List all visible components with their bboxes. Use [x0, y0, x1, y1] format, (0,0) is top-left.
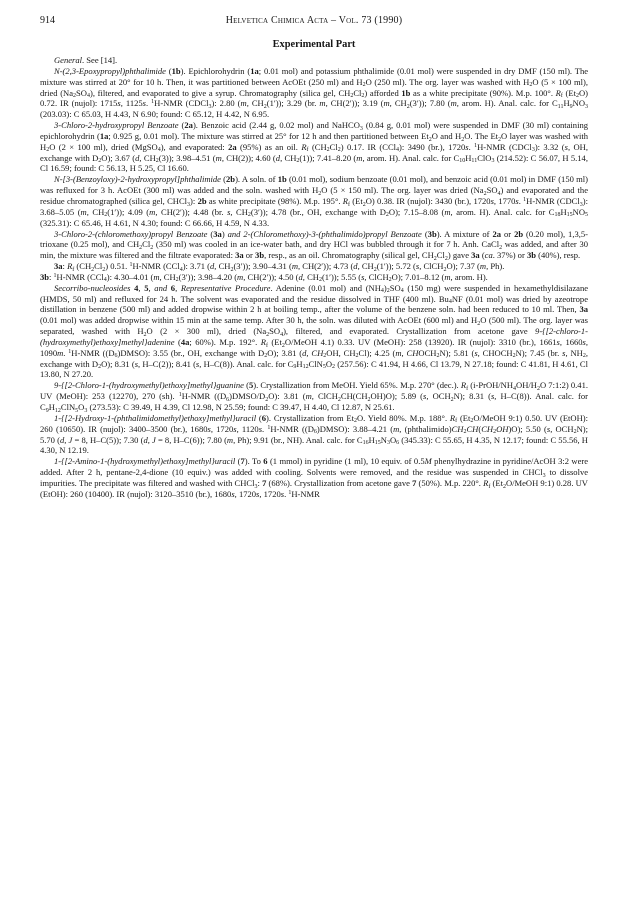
subscript: 2	[102, 266, 106, 273]
italic-run: s	[556, 336, 560, 347]
italic-run: s	[207, 423, 211, 434]
subscript: 4	[497, 190, 501, 197]
italic-run: s	[233, 423, 237, 434]
italic-run: CH	[311, 347, 324, 358]
italic-run: d	[353, 261, 358, 272]
subscript: 3	[579, 201, 583, 208]
subscript: 3	[187, 201, 191, 208]
bold-run: 1a	[99, 130, 109, 141]
italic-run: m	[215, 152, 222, 163]
subscript: 2	[332, 364, 335, 371]
italic-run: m	[226, 434, 234, 445]
superscript: 1	[474, 142, 478, 149]
italic-run: R	[301, 141, 307, 152]
bold-run: 6	[263, 456, 268, 467]
italic-run: s	[134, 358, 139, 369]
experimental-body	[40, 55, 588, 500]
italic-run: m	[240, 98, 247, 109]
subscript: 2	[46, 147, 50, 154]
subscript: f	[72, 266, 75, 273]
bold-run: 3b	[255, 250, 265, 261]
subscript: 4	[157, 147, 161, 154]
italic-run: R	[67, 261, 73, 272]
subscript: 2	[266, 331, 270, 338]
bold-run: 7	[412, 477, 417, 488]
italic-run: R	[483, 477, 489, 488]
subscript: 2	[296, 158, 300, 165]
italic-run: s	[117, 98, 121, 109]
subscript: 2	[337, 396, 341, 403]
bold-run: 5	[144, 282, 149, 293]
section-heading: Experimental Part	[272, 39, 356, 50]
subscript: 2	[263, 103, 267, 110]
subscript: f	[455, 418, 458, 425]
italic-run: m	[393, 423, 400, 434]
italic-run: m	[149, 206, 156, 217]
bold-run: 7	[262, 477, 267, 488]
bold-run: 3b	[40, 271, 50, 282]
bold-run: 3a	[579, 304, 588, 315]
subscript: 12	[54, 407, 61, 414]
superscript: 1	[68, 348, 72, 355]
subscript: 2	[536, 385, 540, 392]
paragraph-representative-procedure: Secorribo-nucleosides 4, 5, and 6, Representative Procedure. Adenine (0.01 mol) and $(NH_4)_2SO_4$ (150 mg) were suspended in hexamethyldisilazane (HMDS, 50 ml) and refluxed for 24 h. The solvent was evaporated and the residue dissolved in THF (400 ml). $Bu_4NF$ (0.01 mol) was dried by azeotrope distillation in benzene (500 ml) and added dropwise within 2 h at boiling temp., after the volume of the benzene soln. had been reduced to 10 ml. Then, 3a (0.01 mol) was added dropwise within 15 min at the same temp. After 30 h, the soln. was diluted with AcOEt (600 ml) and $H_2O$ (500 ml). The org. layer was separated, washed with $H_2O$ (2 × 300 ml), dried $(Na_2SO_4)$, filtered, and evaporated. Crystallization from acetone gave 9-{[2-chloro-1-(hydroxymethyl)ethoxy]methyl}adenine (4a; 60%). M.p. 192°. $R_f$ ($Et_2O$/MeOH 4.1) 0.33. UV (MeOH): 258 (13920). IR (nujol): 3310 (br.), 1661s, 1660s, 1090m. $^1$H-NMR $((D_6)DMSO)$: 3.55 (br., OH, exchange with $D_2O$); 3.81 (d, $CH_2OH$, $CH_2Cl$); 4.25 (m, $CHOCH_2N$); 5.81 (s, $CHOCH_2N$); 7.45 (br. s, $NH_2$, exchange with $D_2O$); 8.31 (s, H–C(2)); 8.41 (s, H–C(8)). Anal. calc. for $C_9H_{12}ClN_5O_2$ (257.56): C 41.94, H 4.66, Cl 13.79, N 27.18; found: C 41.81, H 4.61, Cl 13.80, N 27.20.	[40, 282, 589, 380]
bold-run: 2a	[492, 228, 502, 239]
italic-run: s	[142, 98, 146, 109]
subscript: 3	[542, 472, 546, 479]
subscript: 2	[175, 277, 179, 284]
subscript: f	[348, 201, 351, 208]
subscript: f	[265, 342, 268, 349]
subscript: 3	[531, 147, 535, 154]
italic-run: s	[474, 347, 478, 358]
bold-run: 3a	[213, 228, 222, 239]
italic-run: m	[395, 347, 402, 358]
superscript: 1	[53, 272, 57, 279]
subscript: f	[466, 385, 469, 392]
subscript: 6	[313, 429, 317, 436]
bold-run: 2b	[197, 195, 207, 206]
italic-run: CH	[481, 423, 494, 434]
italic-run: R	[555, 87, 561, 98]
journal-title: Helvetica Chimica Acta – Vol. 73 (1990)	[225, 15, 403, 26]
italic-run: 1-{[2-Hydroxy-1-(phthalimidomethyl)ethoxy]methyl}uracil	[54, 412, 257, 423]
italic-run: 1-{[2-Amino-1-(hydroxymethyl)ethoxy]methyl}uracil	[54, 456, 236, 467]
italic-run: d	[275, 152, 281, 163]
subscript: 2	[318, 277, 322, 284]
italic-run: 9-{[2-Chloro-1-(hydroxymethyl)ethoxy]methyl}guanine	[54, 380, 244, 391]
italic-run: s	[195, 358, 200, 369]
italic-run: CH	[451, 423, 464, 434]
italic-run: m	[237, 271, 244, 282]
italic-run: s	[465, 141, 469, 152]
italic-run: s	[562, 347, 566, 358]
page-number: 914	[40, 15, 55, 26]
subscript: 2	[362, 201, 366, 208]
bold-run: 3a	[471, 250, 480, 261]
subscript: 2	[373, 266, 377, 273]
italic-run: m	[450, 98, 457, 109]
subscript: 2	[502, 483, 506, 490]
paragraph-compound-6: 1-{[2-Hydroxy-1-(phthalimidomethyl)ethoxy]methyl}uracil (6). Crystallization from $Et_2O$. Yield 80%. M.p. 188°. $R_f$ ($Et_2O$/MeOH 9:1) 0.50. UV (EtOH): 260 (10650). IR (nujol): 3400–3500 (br.), 1680s, 1720s, 1120s. $^1$H-NMR $((D_6)DMSO)$: 3.88–4.21 (m, $(phthalimido)CH_2CH(CH_2OH)O$); 5.50 (s, $OCH_2N$); 5.70 (d, J = 8, H–C(5)); 7.30 (d, J = 8, H–C(6)); 7.80 (m, Ph); 9.91 (br., NH). Anal. calc. for $C_{16}H_{15}N_3O_6$ (345.33): C 55.65, H 4.35, N 12.17; found: C 55.56, H 4.30, N 12.19.	[40, 412, 588, 456]
italic-run: s	[280, 488, 285, 499]
subscript: 2	[264, 353, 268, 360]
subscript: 2	[265, 396, 269, 403]
bold-run: 1a	[250, 65, 259, 76]
italic-run: m	[444, 271, 451, 282]
subscript: 2	[73, 93, 77, 100]
subscript: 2	[323, 353, 327, 360]
subscript: 16	[362, 440, 369, 447]
subscript: 2	[361, 93, 365, 100]
subscript: 2	[443, 266, 447, 273]
bold-run: 2b	[514, 228, 524, 239]
subscript: 11	[471, 158, 478, 165]
subscript: 5	[322, 364, 326, 371]
subscript: 9	[293, 364, 297, 371]
bold-run: 1b	[401, 87, 411, 98]
italic-run: s	[546, 423, 551, 434]
superscript: 1	[288, 489, 292, 496]
subscript: 2	[461, 136, 465, 143]
subscript: 2	[463, 429, 467, 436]
subscript: 2	[326, 147, 330, 154]
italic-run: d	[210, 261, 215, 272]
subscript: 2	[573, 429, 577, 436]
subscript: 2	[155, 158, 159, 165]
subscript: 10	[459, 158, 466, 165]
subscript: 2	[498, 136, 502, 143]
italic-run: m	[383, 98, 390, 109]
subscript: 2	[143, 331, 147, 338]
subscript: 15	[374, 440, 381, 447]
paragraph-compound-2b: N-[3-(Benzoyloxy)-2-hydroxypropyl]phthalimide (2b). A soln. of 1b (0.01 mol), sodium benzoate (0.01 mol), and benzoic acid (0.01 mol) in DMF (150 ml) was refluxed for 3 h. AcOEt (300 ml) was added and the soln. washed with $H_2O$ (5 × 150 ml). The org. layer was dried $(Na_2SO_4)$ and evaporated and the residue chromatographed (silica gel, CHCl$_3$): 2b as white precipitate (98%). M.p. 195°. $R_f$ $(Et_2O)$ 0.38. IR (nujol): 3430 (br.), 1720s, 1770s. $^1$H-NMR (CDCl$_3$): 3.68–5.05 (m, $CH_2(1')$); 4.09 (m, CH(2′)); 4.48 (br. s, $CH_2(3')$); 4.78 (br., OH, exchange with $D_2O$); 7.15–8.08 (m, arom. H). Anal. calc. for $C_{18}H_{15}NO_5$ (325.31): C 65.46, H 4.61, N 4.30; found: C 66.66, H 4.59, N 4.33.	[40, 174, 588, 228]
italic-run: R	[449, 412, 456, 423]
subscript: 2	[337, 147, 341, 154]
subscript: 3	[359, 125, 363, 132]
subscript: 4	[179, 266, 183, 273]
italic-run: m	[80, 206, 87, 217]
italic-run: m	[57, 347, 64, 358]
italic-run: s	[582, 336, 586, 347]
italic-run: m	[153, 271, 160, 282]
paragraph-general: General. See [14].	[54, 55, 118, 65]
italic-run: CH	[406, 347, 419, 358]
subscript: 6	[226, 396, 230, 403]
subscript: 3	[254, 483, 258, 490]
italic-run: d	[298, 271, 303, 282]
bold-run: 2a	[184, 120, 193, 131]
italic-run: and	[154, 282, 168, 293]
bold-run: 2a	[228, 141, 237, 152]
subscript: 2	[150, 244, 154, 251]
subscript: 2	[493, 429, 497, 436]
subscript: 3	[585, 103, 588, 110]
italic-run: 3-Chloro-2-(chloromethoxy)propyl Benzoate	[54, 228, 208, 239]
italic-run: N-(2,3-Epoxypropyl)phthalimide	[54, 65, 166, 76]
superscript: 1	[178, 391, 182, 398]
subscript: 4	[380, 288, 384, 295]
bold-run: 7	[240, 456, 245, 467]
journal-page	[40, 14, 588, 500]
italic-run: m	[444, 206, 451, 217]
subscript: 2	[230, 266, 234, 273]
italic-run: 3-Chloro-2-hydroxypropyl Benzoate	[54, 120, 179, 131]
subscript: 3	[386, 440, 390, 447]
subscript: f	[488, 483, 491, 490]
bold-run: 5	[248, 380, 254, 391]
subscript: 6	[114, 353, 118, 360]
subscript: 4	[280, 331, 284, 338]
subscript: 2	[281, 342, 285, 349]
italic-run: m	[319, 98, 326, 109]
bold-run: 3a	[54, 261, 63, 272]
subscript: 2	[450, 396, 454, 403]
italic-run: and 2-(Chloromethoxy)-3-(phthalimido)propyl Benzoate	[227, 228, 422, 239]
italic-run: s	[258, 423, 263, 434]
italic-run: M	[424, 456, 432, 467]
subscript: 2	[406, 103, 410, 110]
paragraph-compound-5: 9-{[2-Chloro-1-(hydroxymethyl)ethoxy]methyl}guanine (5). Crystallization from MeOH. Yield 65%. M.p. 270° (dec.). $R_f$ ($i-PrOH/NH_4OH/H_2O$ 7:1:2) 0.41. UV (MeOH): 253 (12270), 270 (sh). $^1$H-NMR $((D_6)DMSO/D_2O)$: 3.81 (m, $ClCH_2CH(CH_2OH)O$); 5.89 (s, $OCH_2N$); 8.31 (s, H–C(8)). Anal. calc. for $C_9H_{12}ClN_5O_3$ (273.53): C 39.49, H 4.39, Cl 12.98, N 25.59; found: C 39.47, H 4.40, Cl 12.87, N 25.61.	[40, 380, 588, 414]
subscript: 9	[45, 407, 49, 414]
paragraph-compound-7: 1-{[2-Amino-1-(hydroxymethyl)ethoxy]methyl}uracil (7). To 6 (1 mmol) in pyridine (1 ml), 10 equiv. of 0.5M phenylhydrazine in pyridine/AcOH 3:2 were added. After 2 h, pentane-2,4-dione (10 equiv.) was added with cooling. Solvents were removed, and the residue was suspended in CHCl$_3$ to dissolve impurities. The precipitate was filtered and washed with CHCl$_3$: 7 (68%). Crystallization from acetone gave 7 (50%). M.p. 220°. $R_f$ ($Et_2O$/MeOH 9:1) 0.28. UV (EtOH): 260 (10400). IR (nujol): 3120–3510 (br.), 1680s, 1720s, 1720s. $^1$H-NMR	[40, 456, 589, 499]
subscript: 2	[104, 212, 108, 219]
subscript: 2	[355, 353, 359, 360]
italic-run: m	[479, 261, 487, 272]
bold-run: 4a	[180, 336, 190, 347]
subscript: 3	[208, 103, 212, 110]
subscript: 2	[499, 244, 503, 251]
bold-run: 2b	[226, 174, 236, 185]
subscript: f	[306, 147, 309, 154]
subscript: 2	[470, 418, 474, 425]
italic-run: s	[227, 206, 231, 217]
italic-run: Representative Procedure	[180, 282, 271, 293]
italic-run: s	[415, 261, 420, 272]
subscript: 15	[566, 212, 573, 219]
subscript: 6	[396, 440, 400, 447]
superscript: 1	[129, 261, 133, 268]
subscript: 2	[433, 255, 437, 262]
subscript: 3	[491, 158, 495, 165]
subscript: 2	[386, 288, 390, 295]
subscript: 5	[585, 212, 588, 219]
subscript: 2	[436, 353, 440, 360]
italic-run: m	[305, 391, 312, 402]
subscript: 3	[84, 407, 88, 414]
subscript: 2	[98, 158, 102, 165]
italic-run: s	[256, 488, 260, 499]
subscript: 2	[483, 190, 487, 197]
italic-run: s	[564, 141, 568, 152]
subscript: 2	[350, 93, 354, 100]
italic-run: 9-{[2-chloro-1-(hydroxymethyl)ethoxy]methyl}adenine	[40, 326, 588, 347]
subscript: 2	[354, 418, 357, 425]
subscript: 2	[139, 244, 143, 251]
italic-run: CH	[466, 423, 479, 434]
subscript: 4	[448, 299, 452, 306]
italic-run: d	[135, 152, 140, 163]
italic-run: d	[59, 434, 65, 445]
paragraph-compounds-3a-3b: 3-Chloro-2-(chloromethoxy)propyl Benzoate (3a) and 2-(Chloromethoxy)-3-(phthalimido)propyl Benzoate (3b). A mixture of 2a or 2b (0.20 mol), 1,3,5-trioxane (0.25 mol), and $CH_2Cl_2$ (350 ml) was cooled in an ice-water bath, and dry HCl was bubbled through it for 7 h. Anh. CaCl$_2$ was added, and after 30 min, the mixture was filtered and the filtrate evaporated: 3a or 3b, resp., as an oil. Chromatography (silical gel, $CH_2Cl_2$) gave 3a (ca. 37%) or 3b (40%), resp.	[40, 228, 588, 262]
bold-run: 1b	[277, 174, 287, 185]
paragraph-data-3b: 3b: $^1$H-NMR (CCl$_4$): 4.30–4.01 (m, $CH_2(3')$); 3.98–4.20 (m, CH(2′)); 4.50 (d, $CH_2(1')$); 5.55 (s, ClCH$_2$O); 7.01–8.12 (m, arom. H).	[40, 271, 488, 284]
italic-run: J	[68, 434, 73, 445]
bold-run: 3b	[526, 250, 536, 261]
italic-run: s	[490, 391, 495, 402]
bold-run: 4	[134, 282, 139, 293]
italic-run: ca	[484, 250, 493, 261]
subscript: 2	[367, 396, 371, 403]
subscript: 2	[385, 212, 389, 219]
subscript: 4	[513, 385, 517, 392]
bold-run: 3b	[427, 228, 437, 239]
subscript: 4	[103, 277, 107, 284]
bold-run: 6	[170, 282, 176, 293]
italic-run: s	[231, 488, 235, 499]
italic-run: d	[302, 347, 307, 358]
subscript: 2	[91, 266, 95, 273]
paragraph-compound-2a: 3-Chloro-2-hydroxypropyl Benzoate (2a). Benzoic acid (2.44 g, 0.02 mol) and NaHCO$_3$ (0.84 g, 0.01 mol) were suspended in DMF (30 ml) containing epichlorohydrin (1a; 0.925 g, 0.01 mol). The mixture was stirred at 25° for 12 h and then partitioned between $Et_2O$ and $H_2O$. The $Et_2O$ layer was washed with $H_2O$ (2 × 100 ml), dried (MgSO$_4$), and evaporated: 2a (95%) as an oil. $R_f$ $(CH_2Cl_2)$ 0.17. IR (CCl$_4$): 3490 (br.), 1720s. $^1$H-NMR (CDCl$_3$): 3.32 (s, OH, exchange with $D_2O$); 3.67 (d, $CH_2(3)$); 3.98–4.51 (m, CH(2)); 4.60 (d, $CH_2(1)$); 7.41–8.20 (m, arom. H). Anal. calc. for $C_{10}H_{11}ClO_3$ (214.52): C 56.07, H 5.14, Cl 16.59; found: C 56.13, H 5.25, Cl 16.60.	[40, 120, 589, 174]
paragraph-compound-1b: N-(2,3-Epoxypropyl)phthalimide (1b). Epichlorohydrin (1a; 0.01 mol) and potassium phthalimide (0.01 mol) were suspended in dry DMF (150 ml). The mixture was stirred at 20° for 10 h. Then, it was partitioned between AcOEt (250 ml) and $H_2O$ (250 ml). The org. layer was washed with $H_2O$ (5 × 100 ml), dried $(Na_2SO_4)$, filtered, and evaporated to give a syrup. Chromatography (silica gel, $CH_2Cl_2$) afforded 1b as a white precipitate (90%). M.p. 100°. $R_f$ $(Et_2O)$ 0.72. IR (nujol): 1715s, 1125s. $^1$H-NMR (CDCl$_3$): 2.80 (m, $CH_2(1')$); 3.29 (br. m, CH(2′)); 3.19 (m, $CH_2(3')$); 7.80 (m, arom. H). Anal. calc. for $C_{11}H_9NO_3$ (203.03): C 65.03, H 4.43, N 6.90; found: C 65.12, H 4.42, N 6.95.	[40, 65, 589, 120]
superscript: 1	[151, 99, 155, 106]
italic-run: d	[143, 434, 148, 445]
subscript: 12	[302, 364, 309, 371]
running-head	[40, 14, 588, 28]
italic-run: J	[152, 434, 156, 445]
subscript: 11	[557, 103, 564, 110]
bold-run: 6	[261, 412, 267, 423]
italic-run: s	[423, 391, 427, 402]
subscript: 18	[554, 212, 561, 219]
subscript: f	[560, 93, 563, 100]
subscript: 2	[529, 82, 533, 89]
subscript: 2	[512, 353, 516, 360]
italic-run: Secorribo-nucleosides	[54, 282, 131, 293]
subscript: 4	[86, 93, 90, 100]
superscript: 1	[267, 424, 271, 431]
italic-run: General	[54, 55, 83, 65]
bold-run: 3a	[235, 250, 244, 261]
italic-run: s	[515, 195, 519, 206]
italic-run: R	[342, 195, 349, 206]
italic-run: s	[361, 271, 365, 282]
subscript: 2	[582, 353, 586, 360]
italic-run: m	[291, 261, 299, 272]
subscript: 4	[396, 147, 400, 154]
superscript: 1	[523, 196, 527, 203]
italic-run: R	[460, 380, 467, 391]
subscript: 2	[575, 93, 579, 100]
subscript: 5	[75, 407, 79, 414]
subscript: 2	[477, 320, 481, 327]
paragraph-data-3a: 3a: $R_f$ $(CH_2Cl_2)$ 0.51. $^1$H-NMR (CCl$_4$): 3.71 (d, $CH_2(3')$); 3.90–4.31 (m, CH(2′)); 4.73 (d, $CH_2(1')$); 5.72 (s, ClCH$_2$O); 7.37 (m, Ph).	[54, 261, 505, 273]
subscript: 9	[569, 103, 573, 110]
subscript: 2	[428, 136, 432, 143]
subscript: 2	[388, 277, 392, 284]
italic-run: s	[490, 195, 494, 206]
italic-run: OH	[496, 423, 509, 434]
subscript: 4	[400, 288, 404, 295]
bold-run: 1b	[171, 65, 181, 76]
subscript: 2	[318, 190, 322, 197]
italic-run: m	[356, 152, 363, 163]
italic-run: N-[3-(Benzoyloxy)-2-hydroxypropyl]phthalimide	[54, 174, 221, 185]
subscript: 2	[98, 364, 102, 371]
subscript: 2	[362, 82, 366, 89]
subscript: 2	[444, 255, 448, 262]
subscript: 2	[247, 212, 251, 219]
italic-run: R	[260, 336, 266, 347]
